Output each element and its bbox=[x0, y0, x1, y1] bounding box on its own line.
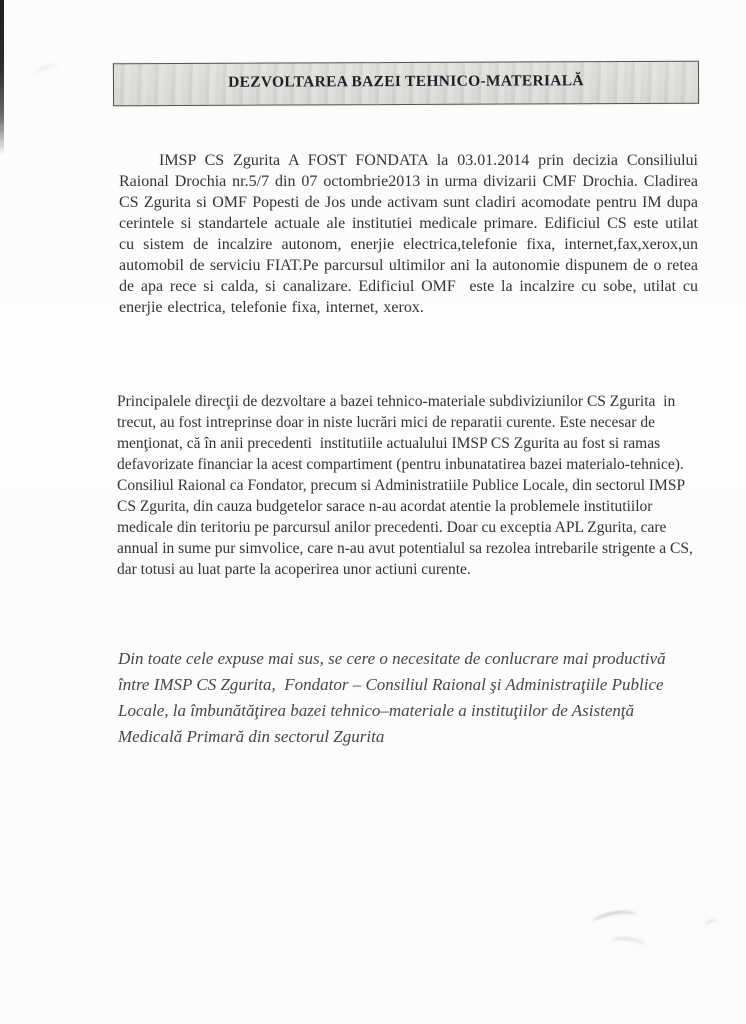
pencil-smudge bbox=[609, 936, 646, 952]
document-title: DEZVOLTAREA BAZEI TEHNICO-MATERIALĂ bbox=[228, 71, 584, 91]
paragraph-block bbox=[117, 391, 707, 580]
pencil-smudge bbox=[705, 919, 719, 930]
pencil-smudge bbox=[591, 909, 639, 932]
paragraph-development: Principalele direcţii de dezvoltare a bazei tehnico-materiale subdiviziunilor CS Zgurita in trecut, au fost intreprinse doar in niste lucrări mici de reparatii curente. Este necesar de menţionat, că în anii precedenti institutiile actualului IMSP CS Zgurita au fost si ramas defavorizate financiar la acest compartiment (pentru inbunatatirea bazei materialo-tehnice). bbox=[117, 393, 684, 473]
paragraph-founding: IMSP CS Zgurita A FOST FONDATA la 03.01.2014 prin decizia Consiliului Raional Drochia nr.5/7 din 07 octombrie2013 in urma divizarii CMF Drochia. Cladirea CS Zgurita si OMF Popesti de Jos unde activam sunt cladiri acomodate pentru IM dupa cerintele si standartele actuale ale institutiei medicale primare. Edificiul CS este utilat cu sistem de incalzire autonom, enerjie electrica,telefonie fixa, internet,fax,xerox,un automobil de serviciu FIAT.Pe parcursul ultimilor ani la autonomie dispunem de o retea de apa rece si calda, si canalizare. Edificiul OMF este la incalzire cu sobe, utilat cu enerjie electrica, telefonie fixa, internet, xerox. bbox=[119, 152, 703, 316]
paragraph-funding: Consiliul Raional ca Fondator, precum si Administratiile Publice Locale, din sectorul IMSP CS Zgurita, din cauza budgetelor sarace n-au acordat atentie la problemele institutiilor medicale din teritoriu pe parcursul anilor precedenti. Doar cu exceptia APL Zgurita, care annual in sume pur simvolice, care n-au avut potentialul sa rezolea intrebarile strigente a CS, dar totusi au luat parte la acoperirea unor actiuni curente. bbox=[117, 477, 697, 578]
pencil-smudge bbox=[33, 62, 62, 82]
paragraph-conclusion: Din toate cele expuse mai sus, se cere o necesitate de conlucrare mai productivă între IMSP CS Zgurita, Fondator – Consiliul Raional şi Administraţiile Publice Locale, la îmbunătăţirea bazei tehnico–materiale a instituţiilor de Asistenţă Medicală Primară din sectorul Zgurita bbox=[118, 649, 670, 746]
scanner-edge-artifact bbox=[0, 0, 4, 155]
title-banner bbox=[113, 61, 699, 107]
